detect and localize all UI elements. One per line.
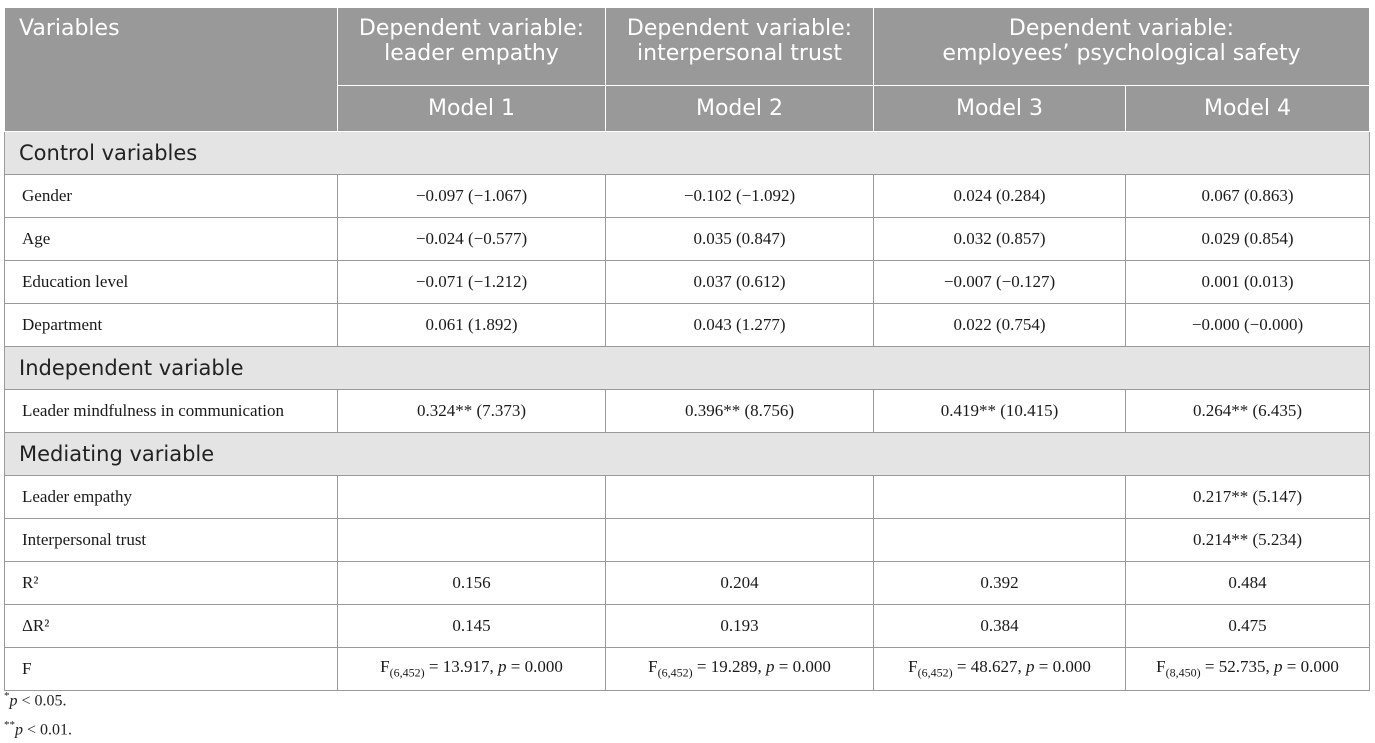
row-label: Interpersonal trust: [5, 519, 338, 562]
table-row-r-squared: [5, 562, 1370, 605]
cell-model-4: 0.029 (0.854): [1126, 218, 1370, 261]
row-label: Education level: [5, 261, 338, 304]
table-row-leader-empathy: [5, 476, 1370, 519]
p-value: = 0.000: [774, 657, 831, 677]
cell-model-1: −0.071 (−1.212): [338, 261, 606, 304]
f-letter: F: [1156, 657, 1166, 677]
cell-model-4: 0.484: [1126, 562, 1370, 605]
group-header-leader-empathy: [338, 8, 606, 86]
table-row-gender: [5, 175, 1370, 218]
p-value: = 0.000: [1034, 657, 1091, 677]
row-label: Age: [5, 218, 338, 261]
cell-model-2: [606, 476, 874, 519]
footnote-p-001: [4, 713, 72, 742]
table-row-department: [5, 304, 1370, 347]
cell-model-3: 0.024 (0.284): [874, 175, 1126, 218]
p-letter: p: [1273, 657, 1283, 677]
table-row-f-statistic: [5, 648, 1370, 691]
table-row-interpersonal-trust: [5, 519, 1370, 562]
cell-model-1: 0.145: [338, 605, 606, 648]
variables-header: Variables: [5, 8, 338, 132]
p-letter: p: [497, 657, 507, 677]
cell-model-2: 0.204: [606, 562, 874, 605]
cell-model-3: 0.032 (0.857): [874, 218, 1126, 261]
cell-model-3: [874, 476, 1126, 519]
section-label-mediating: Mediating variable: [5, 433, 1370, 476]
cell-model-4: −0.000 (−0.000): [1126, 304, 1370, 347]
group-header-line1: Dependent variable:: [358, 16, 585, 41]
row-label: R²: [5, 562, 338, 605]
cell-model-2: 0.193: [606, 605, 874, 648]
header-row-groups: [5, 8, 1370, 86]
model-4-header: Model 4: [1126, 86, 1370, 132]
f-degrees-of-freedom: (6,452): [657, 665, 693, 680]
cell-model-2: 0.043 (1.277): [606, 304, 874, 347]
cell-model-3: [874, 648, 1126, 691]
section-row-mediating: [5, 433, 1370, 476]
f-value: = 19.289,: [692, 657, 766, 677]
table-row-delta-r-squared: [5, 605, 1370, 648]
cell-model-4: 0.067 (0.863): [1126, 175, 1370, 218]
cell-model-2: 0.396** (8.756): [606, 390, 874, 433]
footnote-text: < 0.01.: [23, 721, 73, 739]
cell-model-4: 0.001 (0.013): [1126, 261, 1370, 304]
footnote-stars: **: [4, 719, 15, 732]
cell-model-2: [606, 519, 874, 562]
cell-model-3: 0.022 (0.754): [874, 304, 1126, 347]
row-label: Leader empathy: [5, 476, 338, 519]
f-letter: F: [908, 657, 918, 677]
f-degrees-of-freedom: (6,452): [917, 665, 953, 680]
section-label-independent: Independent variable: [5, 347, 1370, 390]
cell-model-1: 0.324** (7.373): [338, 390, 606, 433]
f-degrees-of-freedom: (6,452): [389, 665, 425, 680]
p-letter: p: [15, 721, 23, 739]
cell-model-1: 0.061 (1.892): [338, 304, 606, 347]
f-letter: F: [648, 657, 658, 677]
cell-model-1: −0.024 (−0.577): [338, 218, 606, 261]
table-row-age: [5, 218, 1370, 261]
table-row-education-level: [5, 261, 1370, 304]
cell-model-3: [874, 519, 1126, 562]
p-letter: p: [1025, 657, 1035, 677]
group-header-line1: Dependent variable:: [1008, 16, 1235, 41]
cell-model-2: 0.035 (0.847): [606, 218, 874, 261]
footnote-text: < 0.05.: [17, 692, 67, 710]
model-2-header: Model 2: [606, 86, 874, 132]
p-letter: p: [765, 657, 775, 677]
p-value: = 0.000: [506, 657, 563, 677]
group-header-line2: employees’ psychological safety: [942, 41, 1301, 66]
model-3-header: Model 3: [874, 86, 1126, 132]
cell-model-4: 0.264** (6.435): [1126, 390, 1370, 433]
f-value: = 52.735,: [1200, 657, 1274, 677]
cell-model-3: 0.419** (10.415): [874, 390, 1126, 433]
group-header-interpersonal-trust: [606, 8, 874, 86]
regression-table: [4, 7, 1370, 691]
row-label: Department: [5, 304, 338, 347]
row-label: Leader mindfulness in communication: [5, 390, 338, 433]
table-row-leader-mindfulness: [5, 390, 1370, 433]
cell-model-2: 0.037 (0.612): [606, 261, 874, 304]
cell-model-1: [338, 648, 606, 691]
p-value: = 0.000: [1282, 657, 1339, 677]
group-header-line2: leader empathy: [384, 41, 559, 66]
group-header-psychological-safety: [874, 8, 1370, 86]
row-label: Gender: [5, 175, 338, 218]
cell-model-2: [606, 648, 874, 691]
group-header-line1: Dependent variable:: [626, 16, 853, 41]
row-label: ΔR²: [5, 605, 338, 648]
cell-model-1: [338, 519, 606, 562]
section-label-control: Control variables: [5, 132, 1370, 175]
p-letter: p: [9, 692, 18, 710]
f-value: = 13.917,: [424, 657, 498, 677]
cell-model-4: [1126, 648, 1370, 691]
footnote-stars: *: [4, 690, 10, 702]
cell-model-1: −0.097 (−1.067): [338, 175, 606, 218]
cell-model-2: −0.102 (−1.092): [606, 175, 874, 218]
section-row-control: [5, 132, 1370, 175]
cell-model-1: 0.156: [338, 562, 606, 605]
model-1-header: Model 1: [338, 86, 606, 132]
f-degrees-of-freedom: (8,450): [1165, 665, 1201, 680]
f-letter: F: [380, 657, 390, 677]
cell-model-3: −0.007 (−0.127): [874, 261, 1126, 304]
section-row-independent: [5, 347, 1370, 390]
cell-model-1: [338, 476, 606, 519]
cell-model-4: 0.214** (5.234): [1126, 519, 1370, 562]
footnote-p-005: [4, 684, 72, 713]
group-header-line2: interpersonal trust: [637, 41, 842, 66]
row-label: F: [5, 648, 338, 691]
f-value: = 48.627,: [952, 657, 1026, 677]
cell-model-4: 0.217** (5.147): [1126, 476, 1370, 519]
cell-model-3: 0.384: [874, 605, 1126, 648]
cell-model-3: 0.392: [874, 562, 1126, 605]
cell-model-4: 0.475: [1126, 605, 1370, 648]
